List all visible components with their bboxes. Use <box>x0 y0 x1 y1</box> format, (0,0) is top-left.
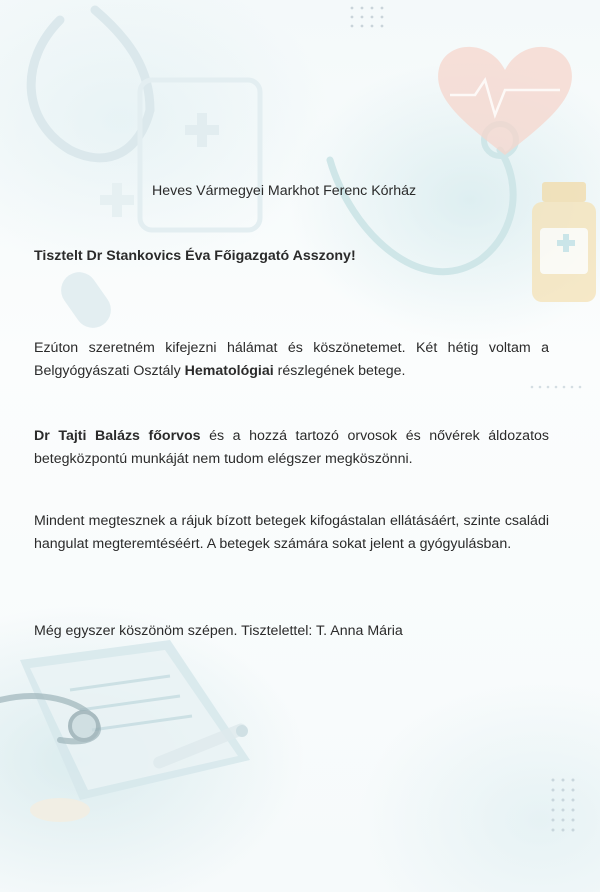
medical-cross-icon <box>100 183 134 217</box>
paragraph-care: Mindent megtesznek a rájuk bízott betegek kifogástalan ellátásáért, szinte családi hangulat megteremtéséért. A betegek számára sokat jelent a gyógyulásban. <box>34 513 549 552</box>
pill-icon <box>54 265 118 335</box>
dot-grid-icon <box>531 386 582 389</box>
heart-icon <box>438 47 572 155</box>
medicine-bottle-icon <box>532 182 596 302</box>
hospital-name: Heves Vármegyei Markhot Ferenc Kórház <box>152 183 417 199</box>
clipboard-icon <box>20 640 250 800</box>
paragraph-thanks <box>34 425 549 471</box>
cotton-decoration <box>30 798 90 822</box>
department-name: Hematológiai <box>184 363 274 379</box>
letter-closing: Még egyszer köszönöm szépen. Tisztelettel: T. Anna Mária <box>34 623 403 639</box>
stethoscope-icon <box>31 10 150 158</box>
clipboard-icon <box>140 80 260 230</box>
dot-grid-icon <box>552 779 575 832</box>
paragraph-stay <box>34 337 549 383</box>
medical-cross-icon <box>185 113 219 147</box>
dot-grid-icon <box>351 7 384 28</box>
doctor-name: Dr Tajti Balázs főorvos <box>34 428 201 444</box>
paragraph-stay-text-1: Ezúton szeretném kifejezni hálámat és köszönetemet. Két hétig voltam a Belgyógyászati Osztály <box>34 340 549 379</box>
paragraph-stay-text-2: részlegének betege. <box>273 363 406 379</box>
paragraph-thanks-text: és a hozzá tartozó orvosok és nővérek áldozatos betegközpontú munkáját nem tudom elégszer megköszönni. <box>34 428 549 467</box>
letter-greeting: Tisztelt Dr Stankovics Éva Főigazgató Asszony! <box>34 248 356 264</box>
